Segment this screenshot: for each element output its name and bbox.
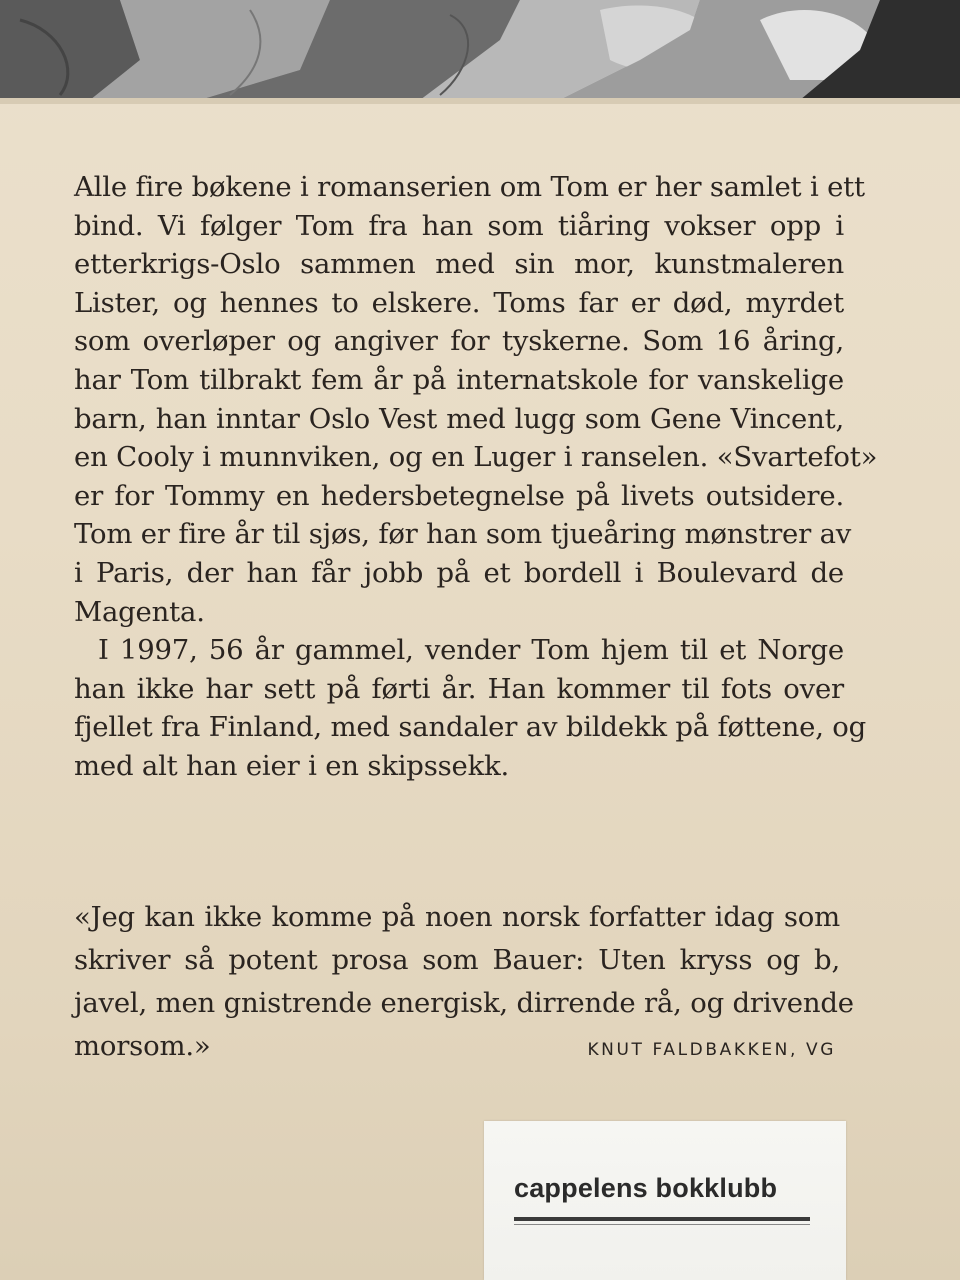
quote-attribution: KNUT FALDBAKKEN, VG xyxy=(587,1040,836,1060)
text-line: fjellet fra Finland, med sandaler av bildekk på føttene, og xyxy=(74,711,867,744)
blurb-text xyxy=(74,168,878,786)
text-line: I 1997, 56 år gammel, vender Tom hjem til et Norge xyxy=(98,634,844,667)
paragraph-2 xyxy=(74,631,867,785)
text-line: har Tom tilbrakt fem år på internatskole for vanskelige xyxy=(74,363,844,396)
photo-border xyxy=(0,98,960,104)
text-line: i Paris, der han får jobb på et bordell i Boulevard de xyxy=(74,556,844,589)
photo-strip-icon xyxy=(0,0,960,100)
text-line: han ikke har sett på førti år. Han kommer til fots over xyxy=(74,672,844,705)
quote-line: morsom.» xyxy=(74,1030,211,1062)
sticker-label: cappelens bokklubb xyxy=(514,1173,778,1203)
text-line: Tom er fire år til sjøs, før han som tjueåring mønstrer av xyxy=(74,518,852,551)
review-quote xyxy=(74,896,854,1072)
sticker-underline xyxy=(514,1217,810,1221)
quote-last-row xyxy=(74,1025,840,1072)
text-line: bind. Vi følger Tom fra han som tiåring vokser opp i xyxy=(74,209,844,242)
quote-line: skriver så potent prosa som Bauer: Uten kryss og b, xyxy=(74,944,840,976)
cover-photo-strip xyxy=(0,0,960,100)
quote-line: «Jeg kan ikke komme på noen norsk forfatter idag som xyxy=(74,901,840,933)
text-line: etterkrigs-Oslo sammen med sin mor, kunstmaleren xyxy=(74,248,844,281)
quote-line: javel, men gnistrende energisk, dirrende rå, og drivende xyxy=(74,987,854,1019)
paragraph-1 xyxy=(74,168,878,631)
text-line: Alle fire bøkene i romanserien om Tom er her samlet i ett xyxy=(74,171,865,203)
text-line: med alt han eier i en skipssekk. xyxy=(74,749,510,782)
text-line: en Cooly i munnviken, og en Luger i ranselen. «Svartefot» xyxy=(74,441,878,474)
text-line: Lister, og hennes to elskere. Toms far er død, myrdet xyxy=(74,286,844,319)
text-line: er for Tommy en hedersbetegnelse på livets outsidere. xyxy=(74,479,844,512)
text-line: barn, han inntar Oslo Vest med lugg som Gene Vincent, xyxy=(74,402,844,435)
bookclub-sticker xyxy=(484,1121,846,1280)
text-line: Magenta. xyxy=(74,595,205,628)
sticker-underline-thin xyxy=(514,1224,810,1225)
text-line: som overløper og angiver for tyskerne. Som 16 åring, xyxy=(74,325,844,358)
